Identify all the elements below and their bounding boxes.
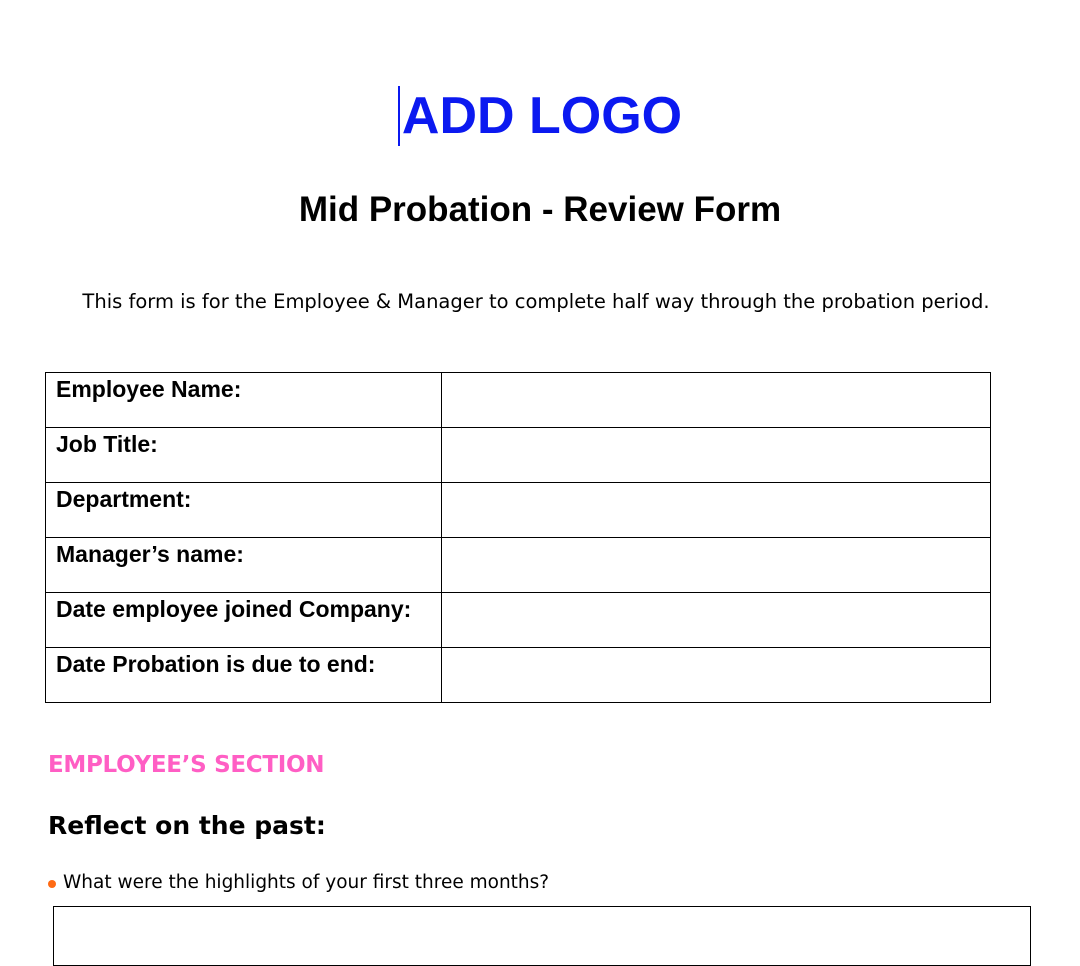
join-date-label: Date employee joined Company:	[46, 593, 442, 648]
form-intro: This form is for the Employee & Manager to complete half way through the probation period.	[82, 290, 990, 313]
highlights-answer-box[interactable]	[53, 906, 1031, 966]
manager-name-label: Manager’s name:	[46, 538, 442, 593]
department-field[interactable]	[442, 483, 991, 538]
form-title: Mid Probation - Review Form	[298, 190, 782, 229]
employee-name-field[interactable]	[442, 373, 991, 428]
probation-end-label: Date Probation is due to end:	[46, 648, 442, 703]
job-title-label: Job Title:	[46, 428, 442, 483]
bullet-icon	[48, 880, 56, 888]
question-text: What were the highlights of your first three months?	[63, 872, 550, 893]
manager-name-field[interactable]	[442, 538, 991, 593]
employee-name-label: Employee Name:	[46, 373, 442, 428]
job-title-field[interactable]	[442, 428, 991, 483]
text-cursor	[398, 86, 400, 146]
join-date-field[interactable]	[442, 593, 991, 648]
table-row	[46, 538, 991, 593]
reflect-subheading: Reflect on the past:	[48, 811, 326, 840]
table-row	[46, 483, 991, 538]
logo-placeholder[interactable]	[398, 84, 682, 148]
table-row	[46, 648, 991, 703]
table-row	[46, 373, 991, 428]
table-row	[46, 593, 991, 648]
employee-section-heading: EMPLOYEE’S SECTION	[48, 752, 325, 778]
question-item	[48, 870, 549, 896]
employee-info-table	[45, 372, 991, 703]
table-row	[46, 428, 991, 483]
logo-area	[0, 84, 1080, 148]
department-label: Department:	[46, 483, 442, 538]
probation-end-field[interactable]	[442, 648, 991, 703]
logo-text: ADD LOGO	[401, 87, 683, 145]
